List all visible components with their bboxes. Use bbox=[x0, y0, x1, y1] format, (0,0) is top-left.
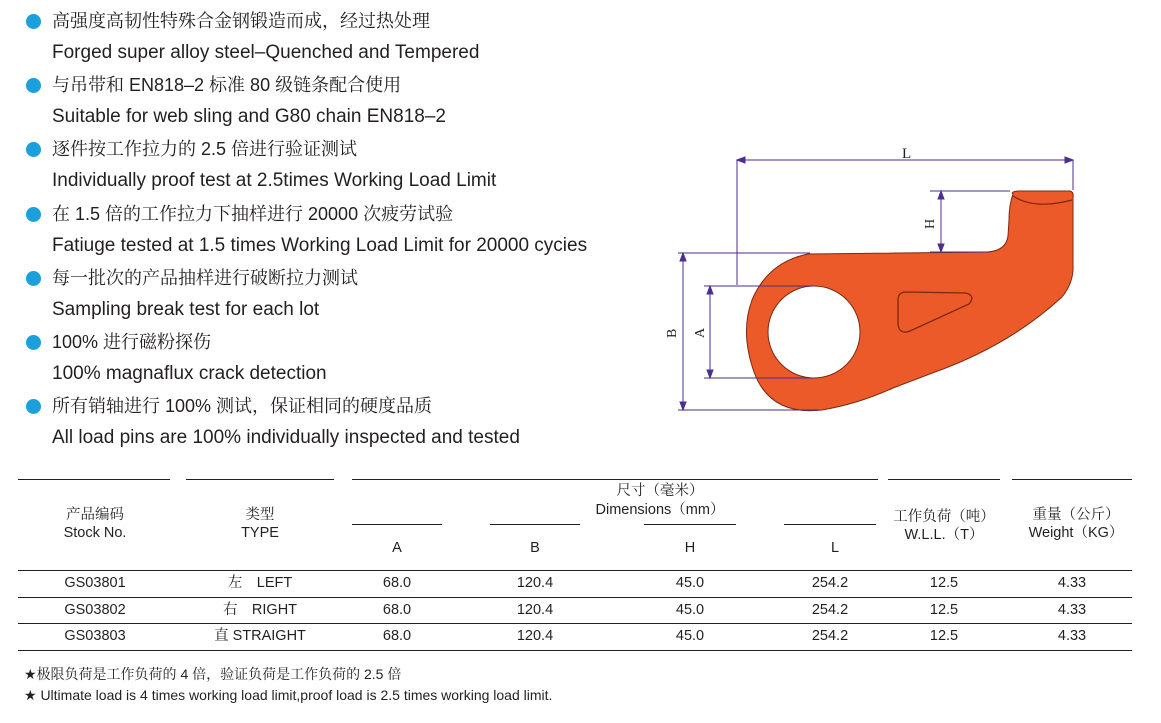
header-stock-en: Stock No. bbox=[63, 525, 127, 541]
hook-drawing bbox=[640, 130, 1160, 430]
header-col-a: A bbox=[392, 540, 402, 556]
feature-cn: 每一批次的产品抽样进行破断拉力测试 bbox=[52, 267, 358, 288]
hook-hole bbox=[768, 286, 860, 378]
table-rule bbox=[18, 650, 1132, 651]
cell-b: 120.4 bbox=[516, 602, 554, 618]
cell-l: 254.2 bbox=[811, 602, 849, 618]
cell-h: 45.0 bbox=[675, 602, 705, 618]
feature-cn: 逐件按工作拉力的 2.5 倍进行验证测试 bbox=[52, 139, 358, 160]
cell-weight: 4.33 bbox=[1057, 575, 1087, 591]
cell-stock: GS03803 bbox=[64, 628, 126, 644]
cell-a: 68.0 bbox=[382, 628, 412, 644]
bullet-icon bbox=[26, 142, 41, 157]
cell-stock: GS03801 bbox=[64, 575, 126, 591]
table-rule bbox=[784, 524, 876, 525]
dimension-label-B: B bbox=[665, 328, 680, 338]
bullet-icon bbox=[26, 14, 41, 29]
cell-type: 直 STRAIGHT bbox=[214, 628, 306, 644]
cell-type: 右 RIGHT bbox=[222, 602, 298, 618]
table-rule bbox=[186, 479, 334, 480]
feature-item bbox=[26, 265, 666, 329]
feature-item bbox=[26, 8, 666, 72]
table-rule bbox=[352, 524, 442, 525]
table-rule bbox=[352, 479, 878, 480]
header-type-en: TYPE bbox=[241, 525, 279, 541]
cell-b: 120.4 bbox=[516, 628, 554, 644]
table-rule bbox=[18, 570, 1132, 571]
feature-cn: 所有销轴进行 100% 测试，保证相同的硬度品质 bbox=[52, 396, 433, 417]
table-rule bbox=[1012, 479, 1132, 480]
cell-wll: 12.5 bbox=[929, 575, 959, 591]
bullet-icon bbox=[26, 78, 41, 93]
cell-h: 45.0 bbox=[675, 575, 705, 591]
header-type-cn: 类型 bbox=[245, 507, 275, 523]
feature-en: 100% magnaflux crack detection bbox=[52, 362, 327, 384]
feature-item bbox=[26, 329, 666, 393]
feature-en: Sampling break test for each lot bbox=[52, 298, 320, 320]
feature-item bbox=[26, 136, 666, 200]
table-rule bbox=[644, 524, 736, 525]
table-rule bbox=[18, 623, 1132, 624]
feature-item bbox=[26, 201, 666, 265]
feature-cn: 高强度高韧性特殊合金钢锻造而成，经过热处理 bbox=[52, 11, 430, 31]
cell-a: 68.0 bbox=[382, 575, 412, 591]
cell-b: 120.4 bbox=[516, 575, 554, 591]
footnote-en: ★ Ultimate load is 4 times working load limit,proof load is 2.5 times working load limit. bbox=[24, 687, 553, 703]
header-col-l: L bbox=[830, 540, 840, 556]
dimension-label-A: A bbox=[693, 327, 708, 338]
header-weight-en: Weight（KG） bbox=[1028, 525, 1124, 541]
header-dims-cn: 尺寸（毫米） bbox=[616, 483, 704, 499]
footnotes bbox=[24, 664, 552, 706]
table-rule bbox=[490, 524, 580, 525]
bullet-icon bbox=[26, 271, 41, 286]
feature-en: Individually proof test at 2.5times Working Load Limit bbox=[52, 170, 497, 192]
footnote-cn: ★极限负荷是工作负荷的 4 倍，验证负荷是工作负荷的 2.5 倍 bbox=[24, 666, 402, 682]
cell-stock: GS03802 bbox=[64, 602, 126, 618]
cell-h: 45.0 bbox=[675, 628, 705, 644]
feature-item bbox=[26, 72, 666, 136]
feature-cn: 100% 进行磁粉探伤 bbox=[52, 331, 212, 352]
dimension-label-L: L bbox=[902, 146, 912, 162]
header-weight-cn: 重量（公斤） bbox=[1032, 507, 1120, 523]
cell-wll: 12.5 bbox=[929, 628, 959, 644]
feature-en: Forged super alloy steel–Quenched and Tempered bbox=[52, 42, 480, 63]
feature-cn: 与吊带和 EN818–2 标准 80 级链条配合使用 bbox=[52, 75, 402, 96]
cell-wll: 12.5 bbox=[929, 602, 959, 618]
feature-en: All load pins are 100% individually inspected and tested bbox=[52, 427, 520, 449]
cell-a: 68.0 bbox=[382, 602, 412, 618]
cell-type: 左 LEFT bbox=[227, 575, 293, 591]
cell-weight: 4.33 bbox=[1057, 602, 1087, 618]
header-stock-cn: 产品编码 bbox=[66, 507, 124, 523]
feature-en: Suitable for web sling and G80 chain EN818–2 bbox=[52, 106, 446, 128]
header-col-b: B bbox=[530, 540, 540, 556]
table-rule bbox=[888, 479, 1000, 480]
table-rule bbox=[18, 597, 1132, 598]
feature-en: Fatiuge tested at 1.5 times Working Load Limit for 20000 cycies bbox=[52, 234, 588, 256]
header-wll-cn: 工作负荷（吨） bbox=[893, 509, 995, 525]
feature-item bbox=[26, 393, 666, 457]
bullet-icon bbox=[26, 399, 41, 414]
header-col-h: H bbox=[684, 540, 696, 556]
table-rule bbox=[18, 479, 170, 480]
cell-weight: 4.33 bbox=[1057, 628, 1087, 644]
dimension-label-H: H bbox=[923, 218, 938, 229]
header-wll-en: W.L.L.（T） bbox=[904, 527, 984, 543]
cell-l: 254.2 bbox=[811, 628, 849, 644]
feature-cn: 在 1.5 倍的工作拉力下抽样进行 20000 次疲劳试验 bbox=[52, 203, 454, 224]
bullet-icon bbox=[26, 335, 41, 350]
feature-list bbox=[26, 8, 666, 457]
bullet-icon bbox=[26, 207, 41, 222]
header-dims-en: Dimensions（mm） bbox=[595, 502, 725, 518]
cell-l: 254.2 bbox=[811, 575, 849, 591]
